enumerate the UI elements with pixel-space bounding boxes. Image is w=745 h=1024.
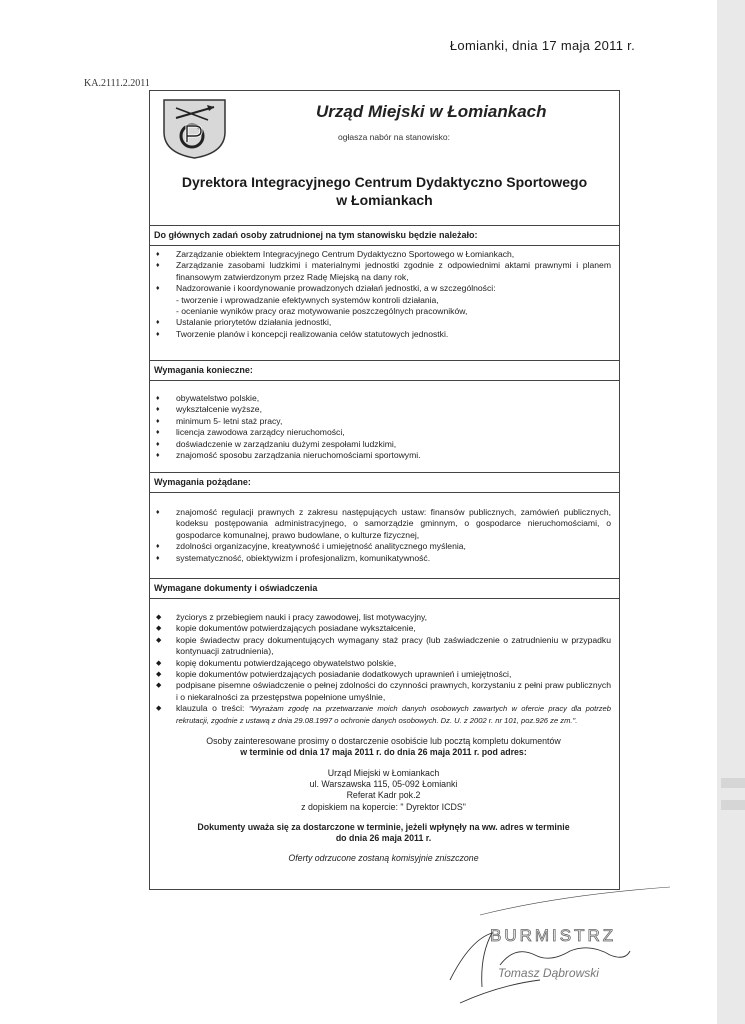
deadline-note: Dokumenty uważa się za dostarczone w terminie, jeżeli wpłynęły na ww. adres w terminie xyxy=(197,821,570,832)
list-item: ♦ Zarządzanie zasobami ludzkimi i materialnymi jednostki zgodnie z odpowiednimi aktami prawnymi i planem finansowym zatwierdzonym przez Radę Miejską na dany rok, xyxy=(156,260,611,283)
required-heading: Wymagania konieczne: xyxy=(150,361,619,381)
list-item: ♦ doświadczenie w zarządzaniu dużymi zespołami ludzkimi, xyxy=(156,439,611,450)
sub-list-item: - tworzenie i wprowadzanie efektywnych systemów kontroli działania, xyxy=(176,294,439,305)
list-item: ◆ życiorys z przebiegiem nauki i pracy zawodowej, list motywacyjny, xyxy=(156,612,428,622)
stamp-title: BURMISTRZ xyxy=(490,926,617,945)
deadline-date: do dnia 26 maja 2011 r. xyxy=(335,833,432,844)
required-list xyxy=(156,393,611,461)
mayor-signature-stamp xyxy=(440,885,680,1005)
closing-deadline: w terminie od dnia 17 maja 2011 r. do dnia 26 maja 2011 r. pod adres: xyxy=(240,747,527,758)
list-item: ◆ klauzula o treści: "Wyrażam zgodę na przetwarzanie moich danych osobowych zawartych w ofercie pracy dla potrzeb rekrutacji, zgodnie z ustawą z dnia 29.08.1997 o ochronie danych osobowych. Dz. U. z 2002 r. nr 101, poz.926 ze zm.". xyxy=(156,703,611,725)
list-item: ♦ Zarządzanie obiektem Integracyjnego Centrum Dydaktyczno Sportowego w Łomiankach, xyxy=(156,249,611,260)
clause-intro: klauzula o treści: xyxy=(176,703,249,714)
rejection-note: Oferty odrzucone zostaną komisyjnie zniszczone xyxy=(288,853,479,864)
list-item: ♦ znajomość regulacji prawnych z zakresu następujących ustaw: finansów publicznych, zamówień publicznych, kodeksu postępowania administracyjnego, o samorządzie gminnym, o gospodarce nieruchomościami, o gospodarce komunalnej, prawo budowlane, o kulturze fizycznej, xyxy=(156,507,611,541)
closing-line: Osoby zainteresowane prosimy o dostarczenie osobiście lub pocztą kompletu dokumentów xyxy=(206,736,561,747)
duties-heading: Do głównych zadań osoby zatrudnionej na tym stanowisku będzie należało: xyxy=(150,226,619,246)
list-item: ♦ zdolności organizacyjne, kreatywność i umiejętność analitycznego myślenia, xyxy=(156,541,611,552)
closing-block xyxy=(156,726,611,865)
position-title-line: w Łomiankach xyxy=(336,192,433,208)
reference-number: KA.2111.2.2011 xyxy=(84,78,150,89)
position-title-line: Dyrektora Integracyjnego Centrum Dydaktyczno Sportowego xyxy=(181,174,588,190)
announce-text: ogłasza nabór na stanowisko: xyxy=(338,132,450,142)
list-item-text: kopię dokumentu potwierdzającego obywatelstwo polskie, xyxy=(176,657,397,668)
list-item: ◆ podpisane pisemne oświadczenie o pełnej zdolności do czynności prawnych, korzystaniu z pełni praw publicznych i o niekaralności za przestępstwa popełnione umyślnie, xyxy=(156,680,611,702)
documents-list xyxy=(156,612,611,726)
position-title xyxy=(150,173,619,209)
scan-edge xyxy=(717,0,745,1024)
list-item: ♦ Nadzorowanie i koordynowanie prowadzonych działań jednostki, a w szczególności: xyxy=(156,283,611,294)
list-item-text: podpisane pisemne oświadczenie o pełnej zdolności do czynności prawnych, korzystaniu z pełni praw publicznych i o niekaralności za przestępstwa popełnione umyślnie, xyxy=(176,680,611,702)
list-item: ♦ licencja zawodowa zarządcy nieruchomości, xyxy=(156,427,611,438)
office-name: Urząd Miejski w Łomiankach xyxy=(316,102,547,121)
announcement-header xyxy=(150,91,619,226)
list-item: ◆ kopię dokumentu potwierdzającego obywatelstwo polskie, xyxy=(156,657,397,668)
desired-list xyxy=(156,507,611,564)
duties-section xyxy=(150,246,619,361)
list-item: ♦ minimum 5- letni staż pracy, xyxy=(156,416,611,427)
address-line: z dopiskiem na kopercie: " Dyrektor ICDS" xyxy=(301,801,466,812)
address-line: Urząd Miejski w Łomiankach xyxy=(327,767,440,778)
clause-text: "Wyrażam zgodę na przetwarzanie moich danych osobowych zawartych w ofercie pracy dla potrzeb rekrutacji, zgodnie z ustawą z dnia 29.08.1997 o ochronie danych osobowych. Dz. U. z 2002 r. nr 101, poz.926 ze zm.". xyxy=(176,704,611,725)
documents-heading: Wymagane dokumenty i oświadczenia xyxy=(150,579,619,599)
list-item: ♦ wykształcenie wyższe, xyxy=(156,404,611,415)
list-item-text: kopie świadectw pracy dokumentujących wymagany staż pracy (lub zaświadczenie o zatrudnieniu w przypadku kontynuacji zatrudnienia), xyxy=(176,634,611,657)
announcement-frame xyxy=(149,90,620,890)
coat-of-arms-icon xyxy=(162,98,227,160)
scan-mark xyxy=(721,778,745,788)
list-item: ◆ kopie dokumentów potwierdzających posiadanie dodatkowych uprawnień i umiejętności, xyxy=(156,669,512,680)
stamp-name: Tomasz Dąbrowski xyxy=(498,966,599,980)
list-item: ♦ systematyczność, obiektywizm i profesjonalizm, komunikatywność. xyxy=(156,553,611,564)
required-section xyxy=(150,381,619,473)
sub-list-item: - ocenianie wyników pracy oraz motywowanie poszczególnych pracowników, xyxy=(176,306,468,317)
list-item: ◆ kopie świadectw pracy dokumentujących wymagany staż pracy (lub zaświadczenie o zatrudnieniu w przypadku kontynuacji zatrudnienia), xyxy=(156,634,611,657)
desired-heading: Wymagania pożądane: xyxy=(150,473,619,493)
duties-list xyxy=(156,249,611,340)
place-date: Łomianki, dnia 17 maja 2011 r. xyxy=(449,38,635,53)
list-item: ♦ Ustalanie priorytetów działania jednostki, xyxy=(156,317,611,328)
list-item: ♦ Tworzenie planów i koncepcji realizowania celów statutowych jednostki. xyxy=(156,329,611,340)
desired-section xyxy=(150,493,619,579)
scan-mark xyxy=(721,800,745,810)
list-item-text: życiorys z przebiegiem nauki i pracy zawodowej, list motywacyjny, xyxy=(176,612,428,622)
list-item: ♦ obywatelstwo polskie, xyxy=(156,393,611,404)
list-item: ◆ kopie dokumentów potwierdzających posiadane wykształcenie, xyxy=(156,623,416,634)
list-item: ♦ znajomość sposobu zarządzania nieruchomościami sportowymi. xyxy=(156,450,611,461)
list-item-text: kopie dokumentów potwierdzających posiadanie dodatkowych uprawnień i umiejętności, xyxy=(176,669,512,680)
documents-section xyxy=(150,599,619,865)
address-line: Referat Kadr pok.2 xyxy=(346,790,421,801)
address-line: ul. Warszawska 115, 05-092 Łomianki xyxy=(309,778,458,789)
list-item-text: kopie dokumentów potwierdzających posiadane wykształcenie, xyxy=(176,623,416,634)
